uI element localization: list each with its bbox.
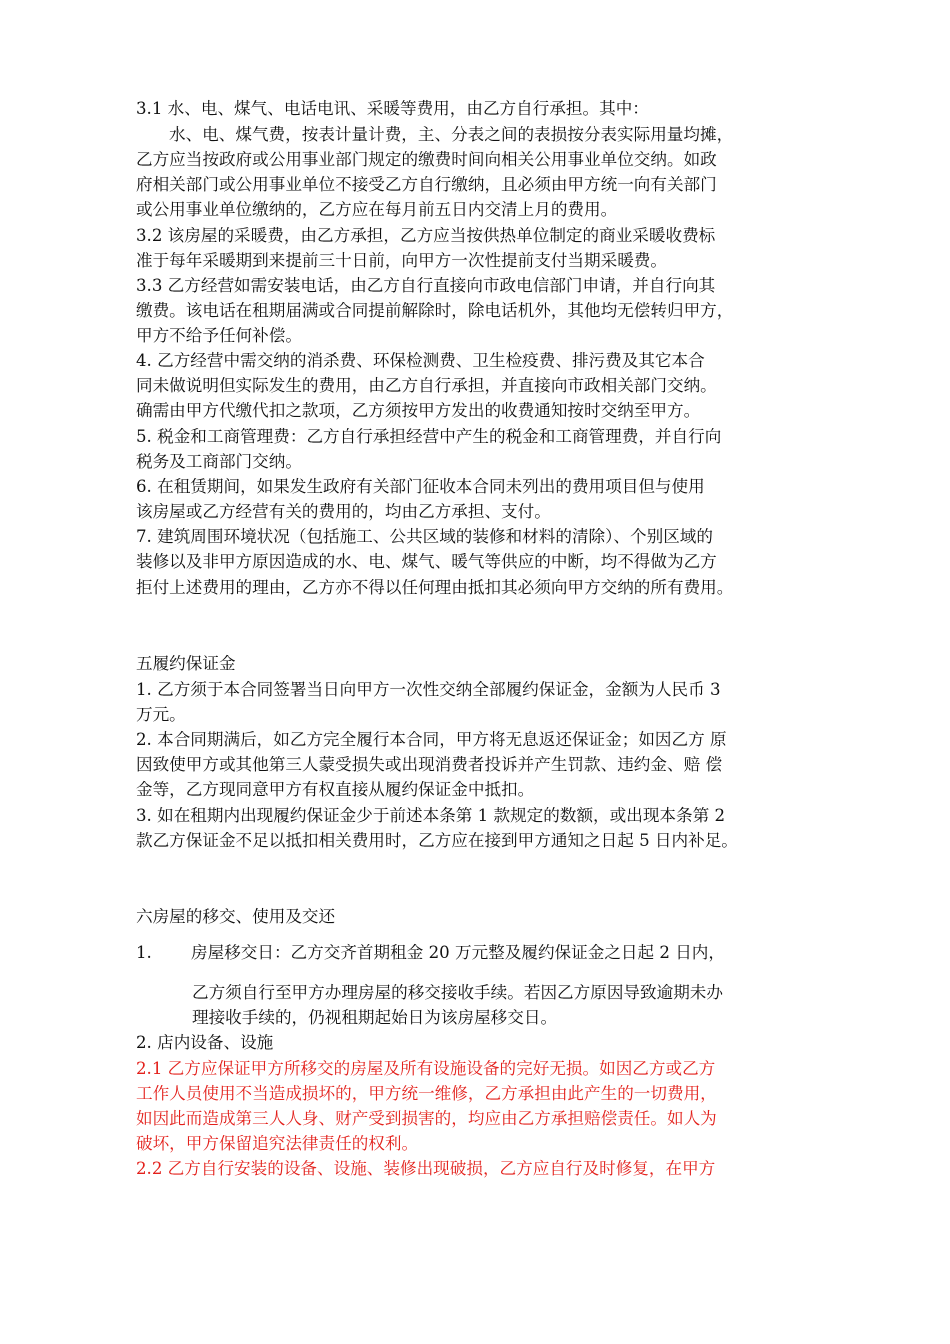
clause-6-line: 该房屋或乙方经营有关的费用的，均由乙方承担、支付。 <box>136 502 551 521</box>
red-clause-2-2-line: 2.2 乙方自行安装的设备、设施、装修出现破损，乙方应自行及时修复，在甲方 <box>136 1159 716 1178</box>
clause-3-2-line: 3.2 该房屋的采暖费，由乙方承担，乙方应当按供热单位制定的商业采暖收费标 <box>136 226 716 245</box>
red-clause-2-1-line: 2.1 乙方应保证甲方所移交的房屋及所有设施设备的完好无损。如因乙方或乙方 <box>136 1059 716 1078</box>
clause-7-line: 拒付上述费用的理由，乙方亦不得以任何理由抵扣其必须向甲方交纳的所有费用。 <box>136 578 734 597</box>
clause-3-1-line: 乙方应当按政府或公用事业部门规定的缴费时间向相关公用事业单位交纳。如政 <box>136 150 717 169</box>
clause-3-2-line: 准于每年采暖期到来提前三十日前，向甲方一次性提前支付当期采暖费。 <box>136 251 667 270</box>
red-clause-2-1-line: 破坏，甲方保留追究法律责任的权利。 <box>136 1134 419 1153</box>
deposit-clause-1-line: 1. 乙方须于本合同签署当日向甲方一次性交纳全部履约保证金，金额为人民币 3 <box>136 680 721 699</box>
deposit-clause-2-line: 因致使甲方或其他第三人蒙受损失或出现消费者投诉并产生罚款、违约金、赔 偿 <box>136 755 723 774</box>
clause-4-line: 同未做说明但实际发生的费用，由乙方自行承担，并直接向市政相关部门交纳。 <box>136 376 717 395</box>
section-5-heading: 五履约保证金 <box>136 654 236 673</box>
clause-7-line: 装修以及非甲方原因造成的水、电、煤气、暖气等供应的中断，均不得做为乙方 <box>136 552 717 571</box>
red-clause-2-1-line: 如因此而造成第三人人身、财产受到损害的，均应由乙方承担赔偿责任。如人为 <box>136 1109 717 1128</box>
clause-5-line: 5. 税金和工商管理费：乙方自行承担经营中产生的税金和工商管理费，并自行向 <box>136 427 722 446</box>
section-6-heading: 六房屋的移交、使用及交还 <box>136 907 336 926</box>
handover-clause-1-line: 理接收手续的，仍视租期起始日为该房屋移交日。 <box>192 1008 558 1027</box>
red-clause-2-1-line: 工作人员使用不当造成损坏的，甲方统一维修，乙方承担由此产生的一切费用， <box>136 1084 717 1103</box>
clause-3-3-line: 缴费。该电话在租期届满或合同提前解除时，除电话机外，其他均无偿转归甲方， <box>136 301 734 320</box>
clause-3-1-line: 水、电、煤气费，按表计量计费，主、分表之间的表损按分表实际用量均摊， <box>169 125 734 144</box>
handover-clause-1-number: 1. <box>136 943 152 962</box>
clause-4-line: 确需由甲方代缴代扣之款项，乙方须按甲方发出的收费通知按时交纳至甲方。 <box>136 401 701 420</box>
deposit-clause-3-line: 3. 如在租期内出现履约保证金少于前述本条第 1 款规定的数额，或出现本条第 2 <box>136 806 726 825</box>
clause-3-3-line: 甲方不给予任何补偿。 <box>136 326 302 345</box>
clause-3-3-line: 3.3 乙方经营如需安装电话，由乙方自行直接向市政电信部门申请，并自行向其 <box>136 276 716 295</box>
equipment-heading: 2. 店内设备、设施 <box>136 1033 274 1052</box>
handover-clause-1-text: 房屋移交日：乙方交齐首期租金 20 万元整及履约保证金之日起 2 日内， <box>191 943 725 962</box>
clause-3-1-line: 3.1 水、电、煤气、电话电讯、采暖等费用，由乙方自行承担。其中： <box>136 99 649 118</box>
deposit-clause-2-line: 2. 本合同期满后，如乙方完全履行本合同，甲方将无息返还保证金；如因乙方 原 <box>136 730 727 749</box>
clause-3-1-line: 或公用事业单位缴纳的，乙方应在每月前五日内交清上月的费用。 <box>136 200 618 219</box>
clause-6-line: 6. 在租赁期间，如果发生政府有关部门征收本合同未列出的费用项目但与使用 <box>136 477 705 496</box>
deposit-clause-1-line: 万元。 <box>136 705 186 724</box>
deposit-clause-2-line: 金等，乙方现同意甲方有权直接从履约保证金中抵扣。 <box>136 780 535 799</box>
clause-5-line: 税务及工商部门交纳。 <box>136 452 302 471</box>
handover-clause-1-line <box>136 942 725 964</box>
clause-7-line: 7. 建筑周围环境状况（包括施工、公共区域的装修和材料的清除）、个别区域的 <box>136 527 713 546</box>
deposit-clause-3-line: 款乙方保证金不足以抵扣相关费用时，乙方应在接到甲方通知之日起 5 日内补足。 <box>136 831 738 850</box>
clause-4-line: 4. 乙方经营中需交纳的消杀费、环保检测费、卫生检疫费、排污费及其它本合 <box>136 351 705 370</box>
clause-3-1-line: 府相关部门或公用事业单位不接受乙方自行缴纳，且必须由甲方统一向有关部门 <box>136 175 717 194</box>
handover-clause-1-line: 乙方须自行至甲方办理房屋的移交接收手续。若因乙方原因导致逾期未办 <box>192 983 723 1002</box>
